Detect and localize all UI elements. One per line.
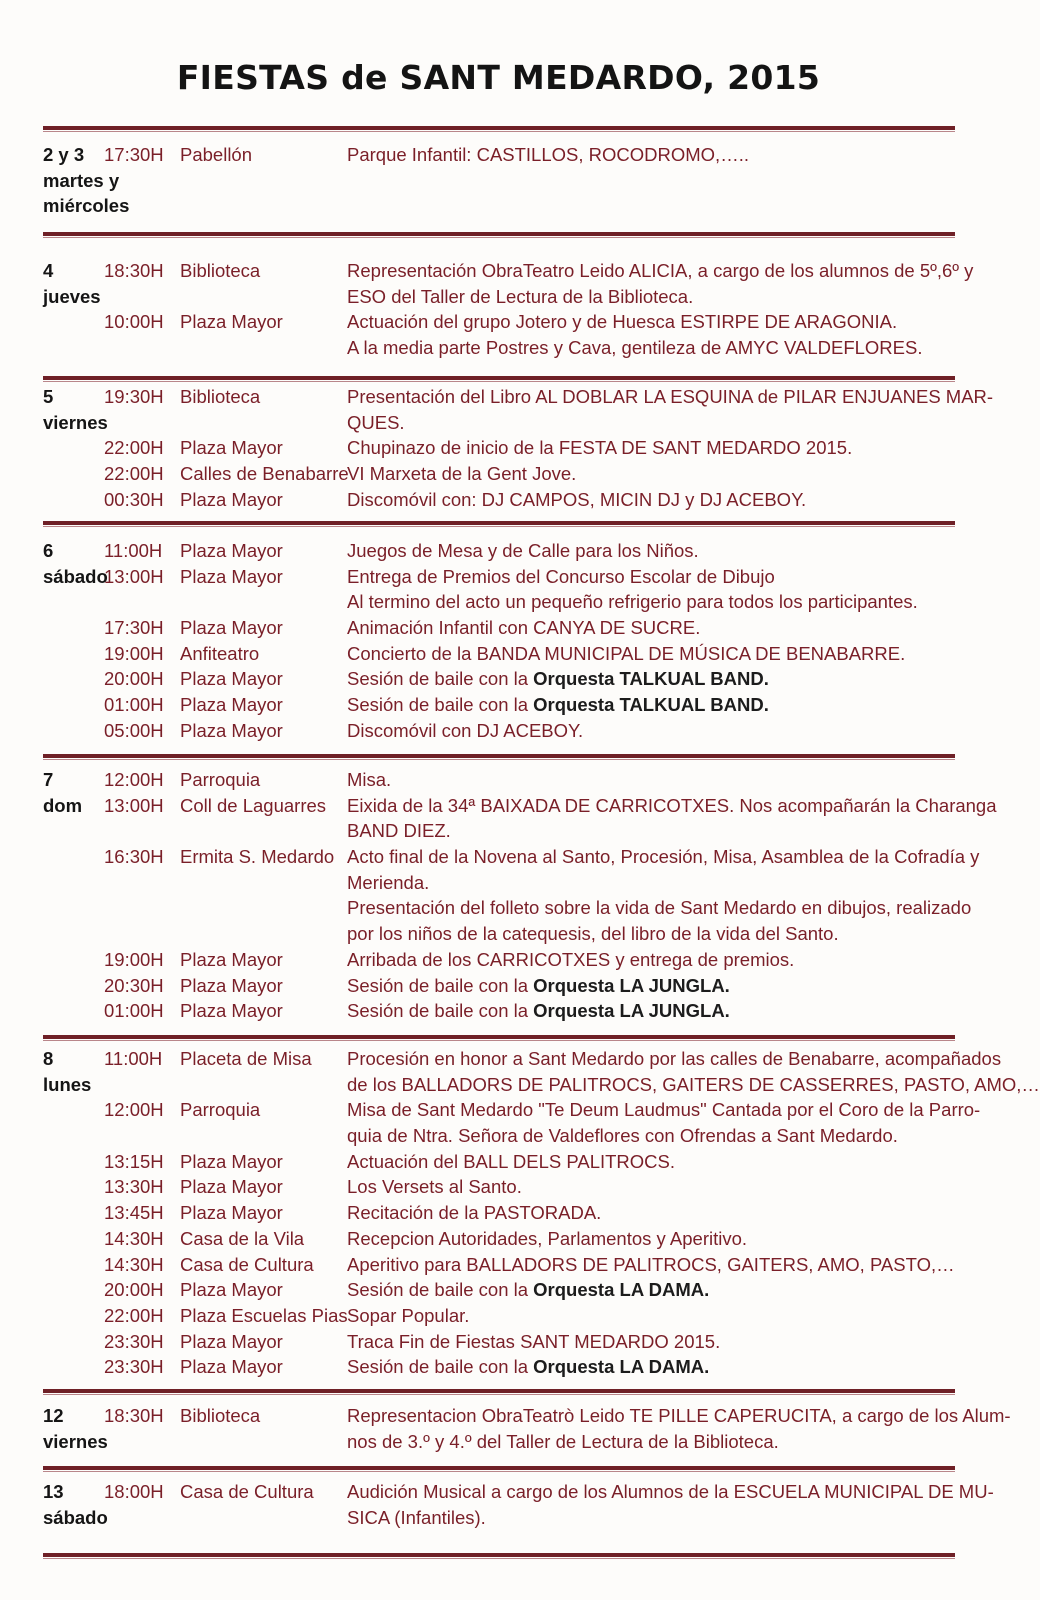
event-place: Placeta de Misa [180, 1048, 312, 1069]
day-label: dom [43, 794, 83, 816]
event-place: Plaza Mayor [180, 948, 283, 970]
event-description-text: Sesión de baile con la [347, 974, 534, 996]
schedule-row [0, 895, 997, 921]
event-description-text: Discomóvil con: DJ CAMPOS, MICIN DJ y DJ ACEBOY. [347, 488, 807, 510]
event-description-text: Sesión de baile con la [347, 668, 534, 690]
event-time: 05:00H [104, 719, 164, 741]
event-time: 20:00H [104, 1279, 164, 1301]
schedule-row [0, 461, 997, 487]
event-time: 20:00H [104, 668, 164, 690]
schedule-row [0, 921, 997, 947]
event-description-text: Presentación del Libro AL DOBLAR LA ESQUINA de PILAR ENJUANES MAR- [347, 386, 994, 407]
event-description-text: Merienda. [347, 871, 430, 893]
schedule-row [0, 1303, 997, 1329]
event-description [347, 1303, 957, 1329]
event-description-text: Concierto de la BANDA MUNICIPAL DE MÚSICA DE BENABARRE. [347, 642, 906, 664]
day-section [0, 767, 997, 1024]
event-description-text: Sesión de baile con la [347, 1000, 534, 1022]
schedule-row [0, 844, 997, 870]
event-place: Plaza Mayor [180, 694, 283, 716]
event-time: 13:30H [104, 1176, 164, 1198]
event-description [347, 615, 957, 641]
event-description [347, 870, 957, 896]
schedule-row [0, 1354, 997, 1380]
event-time: 20:30H [104, 974, 164, 996]
event-description [347, 435, 957, 461]
schedule-row [0, 335, 997, 361]
event-description [347, 1479, 994, 1505]
section-divider [43, 126, 955, 130]
schedule-row [0, 692, 997, 718]
schedule-row [0, 666, 997, 692]
event-description [347, 1097, 981, 1123]
event-description-text: Acto final de la Novena al Santo, Procesión, Misa, Asamblea de la Cofradía y [347, 846, 980, 868]
event-time: 13:00H [104, 794, 164, 816]
event-description [347, 410, 957, 436]
day-label: miércoles [43, 195, 130, 217]
day-label: jueves [43, 285, 101, 307]
event-description-text: por los niños de la catequesis, del libro de la vida del Santo. [347, 923, 839, 945]
event-place: Plaza Mayor [180, 1202, 283, 1224]
section-divider [43, 1389, 955, 1393]
event-description [347, 666, 957, 692]
event-time: 12:00H [104, 1099, 164, 1121]
event-place: Plaza Mayor [180, 488, 283, 510]
schedule-row [0, 870, 997, 896]
event-description-text: QUES. [347, 411, 405, 433]
event-time: 01:00H [104, 1000, 164, 1022]
event-description [347, 142, 957, 168]
schedule-row [0, 142, 997, 168]
day-label: sábado [43, 565, 108, 587]
event-description-text: Parque Infantil: CASTILLOS, ROCODROMO,….. [347, 144, 749, 165]
event-description-text: SICA (Infantiles). [347, 1506, 486, 1528]
event-description [347, 1354, 957, 1380]
band-name: Orquesta LA JUNGLA. [533, 1000, 730, 1022]
event-description-text: Representación ObraTeatro Leido ALICIA, a cargo de los alumnos de 5º,6º y [347, 260, 974, 281]
event-description [347, 973, 957, 999]
event-description [347, 335, 957, 361]
schedule-row [0, 309, 997, 335]
event-description-text: Chupinazo de inicio de la FESTA DE SANT MEDARDO 2015. [347, 437, 853, 459]
event-place: Plaza Mayor [180, 437, 283, 459]
event-description-text: nos de 3.º y 4.º del Taller de Lectura de la Biblioteca. [347, 1430, 779, 1452]
event-place: Plaza Mayor [180, 1279, 283, 1301]
event-description-text: Juegos de Mesa y de Calle para los Niños. [347, 540, 699, 561]
schedule-row [0, 258, 997, 284]
event-time: 13:45H [104, 1202, 164, 1224]
event-place: Coll de Laguarres [180, 794, 327, 816]
event-time: 22:00H [104, 1304, 164, 1326]
event-description-text: Misa de Sant Medardo "Te Deum Laudmus" Cantada por el Coro de la Parro- [347, 1099, 981, 1121]
event-description-text: Recitación de la PASTORADA. [347, 1202, 602, 1224]
event-description-text: Representacion ObraTeatrò Leido TE PILLE CAPERUCITA, a cargo de los Alum- [347, 1405, 1011, 1426]
schedule-row [0, 384, 997, 410]
day-label: martes y [43, 169, 120, 191]
schedule-row [0, 947, 997, 973]
event-description [347, 1123, 957, 1149]
schedule-row [0, 564, 997, 590]
event-description-text: Presentación del folleto sobre la vida de Sant Medardo en dibujos, realizado [347, 897, 972, 919]
event-description-text: A la media parte Postres y Cava, gentileza de AMYC VALDEFLORES. [347, 337, 923, 359]
event-time: 11:00H [104, 1048, 163, 1069]
event-place: Ermita S. Medardo [180, 846, 335, 868]
day-section [0, 258, 997, 361]
section-divider [43, 1035, 955, 1039]
schedule-row [0, 973, 997, 999]
event-description [347, 1046, 1002, 1072]
event-description [347, 487, 957, 513]
event-time: 23:30H [104, 1356, 164, 1378]
event-time: 01:00H [104, 694, 164, 716]
event-place: Pabellón [180, 144, 253, 165]
event-description-text: Sopar Popular. [347, 1304, 470, 1326]
event-time: 17:30H [104, 617, 164, 639]
day-section [0, 384, 997, 512]
event-description-text: BAND DIEZ. [347, 820, 451, 842]
event-description [347, 818, 957, 844]
schedule-row [0, 1174, 997, 1200]
schedule-row [0, 1226, 997, 1252]
event-description [347, 284, 957, 310]
event-description-text: Aperitivo para BALLADORS DE PALITROCS, GAITERS, AMO, PASTO,… [347, 1253, 955, 1275]
schedule-row [0, 641, 997, 667]
event-description [347, 947, 957, 973]
section-divider [43, 521, 955, 525]
schedule-row [0, 1072, 1040, 1098]
event-time: 10:00H [104, 311, 164, 333]
event-time: 18:30H [104, 260, 164, 281]
event-description-text: Audición Musical a cargo de los Alumnos de la ESCUELA MUNICIPAL DE MU- [347, 1481, 994, 1502]
event-place: Plaza Mayor [180, 1330, 283, 1352]
event-time: 11:00H [104, 540, 163, 561]
schedule-row [0, 1429, 997, 1455]
event-description [347, 1072, 1040, 1098]
event-description [347, 384, 994, 410]
band-name: Orquesta LA JUNGLA. [533, 974, 730, 996]
event-description-text: quia de Ntra. Señora de Valdeflores con Ofrendas a Sant Medardo. [347, 1125, 898, 1147]
event-description [347, 461, 957, 487]
day-label: 13 [43, 1481, 64, 1502]
event-time: 23:30H [104, 1330, 164, 1352]
event-place: Calles de Benabarre [180, 463, 349, 485]
event-place: Casa de la Vila [180, 1227, 305, 1249]
event-description [347, 1277, 957, 1303]
day-label: 2 y 3 [43, 144, 85, 165]
day-label: viernes [43, 411, 108, 433]
event-description [347, 718, 957, 744]
event-place: Biblioteca [180, 260, 261, 281]
event-description-text: Entrega de Premios del Concurso Escolar de Dibujo [347, 565, 775, 587]
day-label: 8 [43, 1048, 54, 1069]
event-time: 19:30H [104, 386, 164, 407]
event-place: Plaza Mayor [180, 1356, 283, 1378]
schedule-row [0, 410, 997, 436]
event-description-text: VI Marxeta de la Gent Jove. [347, 463, 577, 485]
band-name: Orquesta TALKUAL BAND. [533, 694, 769, 716]
event-description [347, 1174, 957, 1200]
event-description-text: Recepcion Autoridades, Parlamentos y Aperitivo. [347, 1227, 748, 1249]
schedule-row [0, 1200, 997, 1226]
schedule-row [0, 589, 997, 615]
event-time: 18:00H [104, 1481, 164, 1502]
event-description [347, 538, 957, 564]
event-place: Plaza Mayor [180, 1000, 283, 1022]
event-description-text: Sesión de baile con la [347, 1356, 534, 1378]
event-place: Plaza Mayor [180, 668, 283, 690]
event-description-text: Actuación del grupo Jotero y de Huesca ESTIRPE DE ARAGONIA. [347, 311, 898, 333]
event-description [347, 921, 957, 947]
day-label: sábado [43, 1506, 108, 1528]
schedule-row [0, 1046, 1002, 1072]
event-description-text: Arribada de los CARRICOTXES y entrega de premios. [347, 948, 795, 970]
event-place: Plaza Mayor [180, 311, 283, 333]
event-description-text: Sesión de baile con la [347, 1279, 534, 1301]
schedule-row [0, 1403, 1011, 1429]
section-divider [43, 754, 955, 758]
event-description [347, 1429, 957, 1455]
schedule-row [0, 998, 997, 1024]
event-time: 13:15H [104, 1150, 164, 1172]
event-place: Parroquia [180, 769, 261, 790]
day-label: 7 [43, 769, 54, 790]
band-name: Orquesta LA DAMA. [533, 1356, 710, 1378]
schedule-row [0, 168, 997, 194]
schedule-row [0, 793, 997, 819]
event-time: 00:30H [104, 488, 164, 510]
event-place: Biblioteca [180, 1405, 261, 1426]
event-description [347, 844, 980, 870]
day-label: lunes [43, 1073, 92, 1095]
event-time: 13:00H [104, 565, 164, 587]
schedule-row [0, 538, 997, 564]
day-label: 5 [43, 386, 54, 407]
event-description [347, 895, 972, 921]
section-divider [43, 376, 955, 380]
event-description-text: Eixida de la 34ª BAIXADA DE CARRICOTXES. Nos acompañarán la Charanga [347, 794, 997, 816]
event-place: Plaza Mayor [180, 565, 283, 587]
schedule-row [0, 615, 997, 641]
event-description [347, 564, 957, 590]
schedule-row [0, 1479, 997, 1505]
event-description-text: Procesión en honor a Sant Medardo por las calles de Benabarre, acompañados [347, 1048, 1002, 1069]
schedule-row [0, 1123, 997, 1149]
event-description [347, 641, 957, 667]
page-title: FIESTAS de SANT MEDARDO, 2015 [176, 58, 821, 97]
event-description [347, 692, 957, 718]
event-place: Plaza Mayor [180, 617, 283, 639]
event-time: 16:30H [104, 846, 164, 868]
event-description-text: Traca Fin de Fiestas SANT MEDARDO 2015. [347, 1330, 721, 1352]
section-divider [43, 1466, 955, 1470]
band-name: Orquesta TALKUAL BAND. [533, 668, 769, 690]
event-place: Plaza Mayor [180, 719, 283, 741]
schedule-row [0, 1097, 997, 1123]
event-place: Anfiteatro [180, 642, 260, 664]
event-description [347, 1226, 957, 1252]
event-place: Plaza Mayor [180, 974, 283, 996]
day-section [0, 1479, 997, 1530]
section-divider [43, 232, 955, 236]
event-place: Casa de Cultura [180, 1481, 314, 1502]
event-place: Casa de Cultura [180, 1253, 314, 1275]
event-description [347, 309, 957, 335]
day-label: 4 [43, 260, 54, 281]
event-time: 12:00H [104, 769, 164, 790]
event-description-text: Animación Infantil con CANYA DE SUCRE. [347, 617, 701, 639]
event-place: Plaza Mayor [180, 540, 283, 561]
schedule-row [0, 487, 997, 513]
day-label: 12 [43, 1405, 64, 1426]
schedule-row [0, 818, 997, 844]
event-description-text: Discomóvil con DJ ACEBOY. [347, 719, 584, 741]
event-place: Plaza Mayor [180, 1176, 283, 1198]
event-description [347, 793, 997, 819]
schedule-row [0, 718, 997, 744]
event-time: 19:00H [104, 948, 164, 970]
event-description [347, 1329, 957, 1355]
event-description-text: de los BALLADORS DE PALITROCS, GAITERS DE CASSERRES, PASTO, AMO,… [347, 1073, 1040, 1095]
day-section [0, 538, 997, 744]
band-name: Orquesta LA DAMA. [533, 1279, 710, 1301]
event-description [347, 767, 957, 793]
event-place: Plaza Escuelas Pias [180, 1304, 348, 1326]
event-place: Parroquia [180, 1099, 261, 1121]
day-section [0, 1046, 1040, 1380]
event-description [347, 1200, 957, 1226]
event-place: Plaza Mayor [180, 1150, 283, 1172]
event-description [347, 258, 974, 284]
schedule-row [0, 767, 997, 793]
section-divider [43, 1553, 955, 1557]
event-description-text: Misa. [347, 769, 392, 790]
event-time: 14:30H [104, 1227, 164, 1249]
event-description [347, 1505, 957, 1531]
day-label: 6 [43, 540, 54, 561]
day-section [0, 142, 997, 219]
schedule-row [0, 1277, 997, 1303]
event-description-text: ESO del Taller de Lectura de la Biblioteca. [347, 285, 694, 307]
schedule-row [0, 1329, 997, 1355]
event-description [347, 1149, 957, 1175]
event-time: 19:00H [104, 642, 164, 664]
event-time: 22:00H [104, 463, 164, 485]
schedule-row [0, 193, 997, 219]
day-label: viernes [43, 1430, 108, 1452]
event-description [347, 1403, 1011, 1429]
event-time: 22:00H [104, 437, 164, 459]
schedule-row [0, 284, 997, 310]
event-description [347, 998, 957, 1024]
event-description [347, 1252, 957, 1278]
event-description-text: Al termino del acto un pequeño refrigerio para todos los participantes. [347, 591, 918, 613]
event-time: 17:30H [104, 144, 164, 165]
day-section [0, 1403, 1011, 1454]
event-time: 18:30H [104, 1405, 164, 1426]
event-description [347, 589, 957, 615]
schedule-row [0, 1505, 997, 1531]
schedule-row [0, 1149, 997, 1175]
event-place: Biblioteca [180, 386, 261, 407]
event-time: 14:30H [104, 1253, 164, 1275]
schedule-row [0, 435, 997, 461]
event-description-text: Actuación del BALL DELS PALITROCS. [347, 1150, 676, 1172]
event-description-text: Los Versets al Santo. [347, 1176, 522, 1198]
schedule-row [0, 1252, 997, 1278]
event-description-text: Sesión de baile con la [347, 694, 534, 716]
